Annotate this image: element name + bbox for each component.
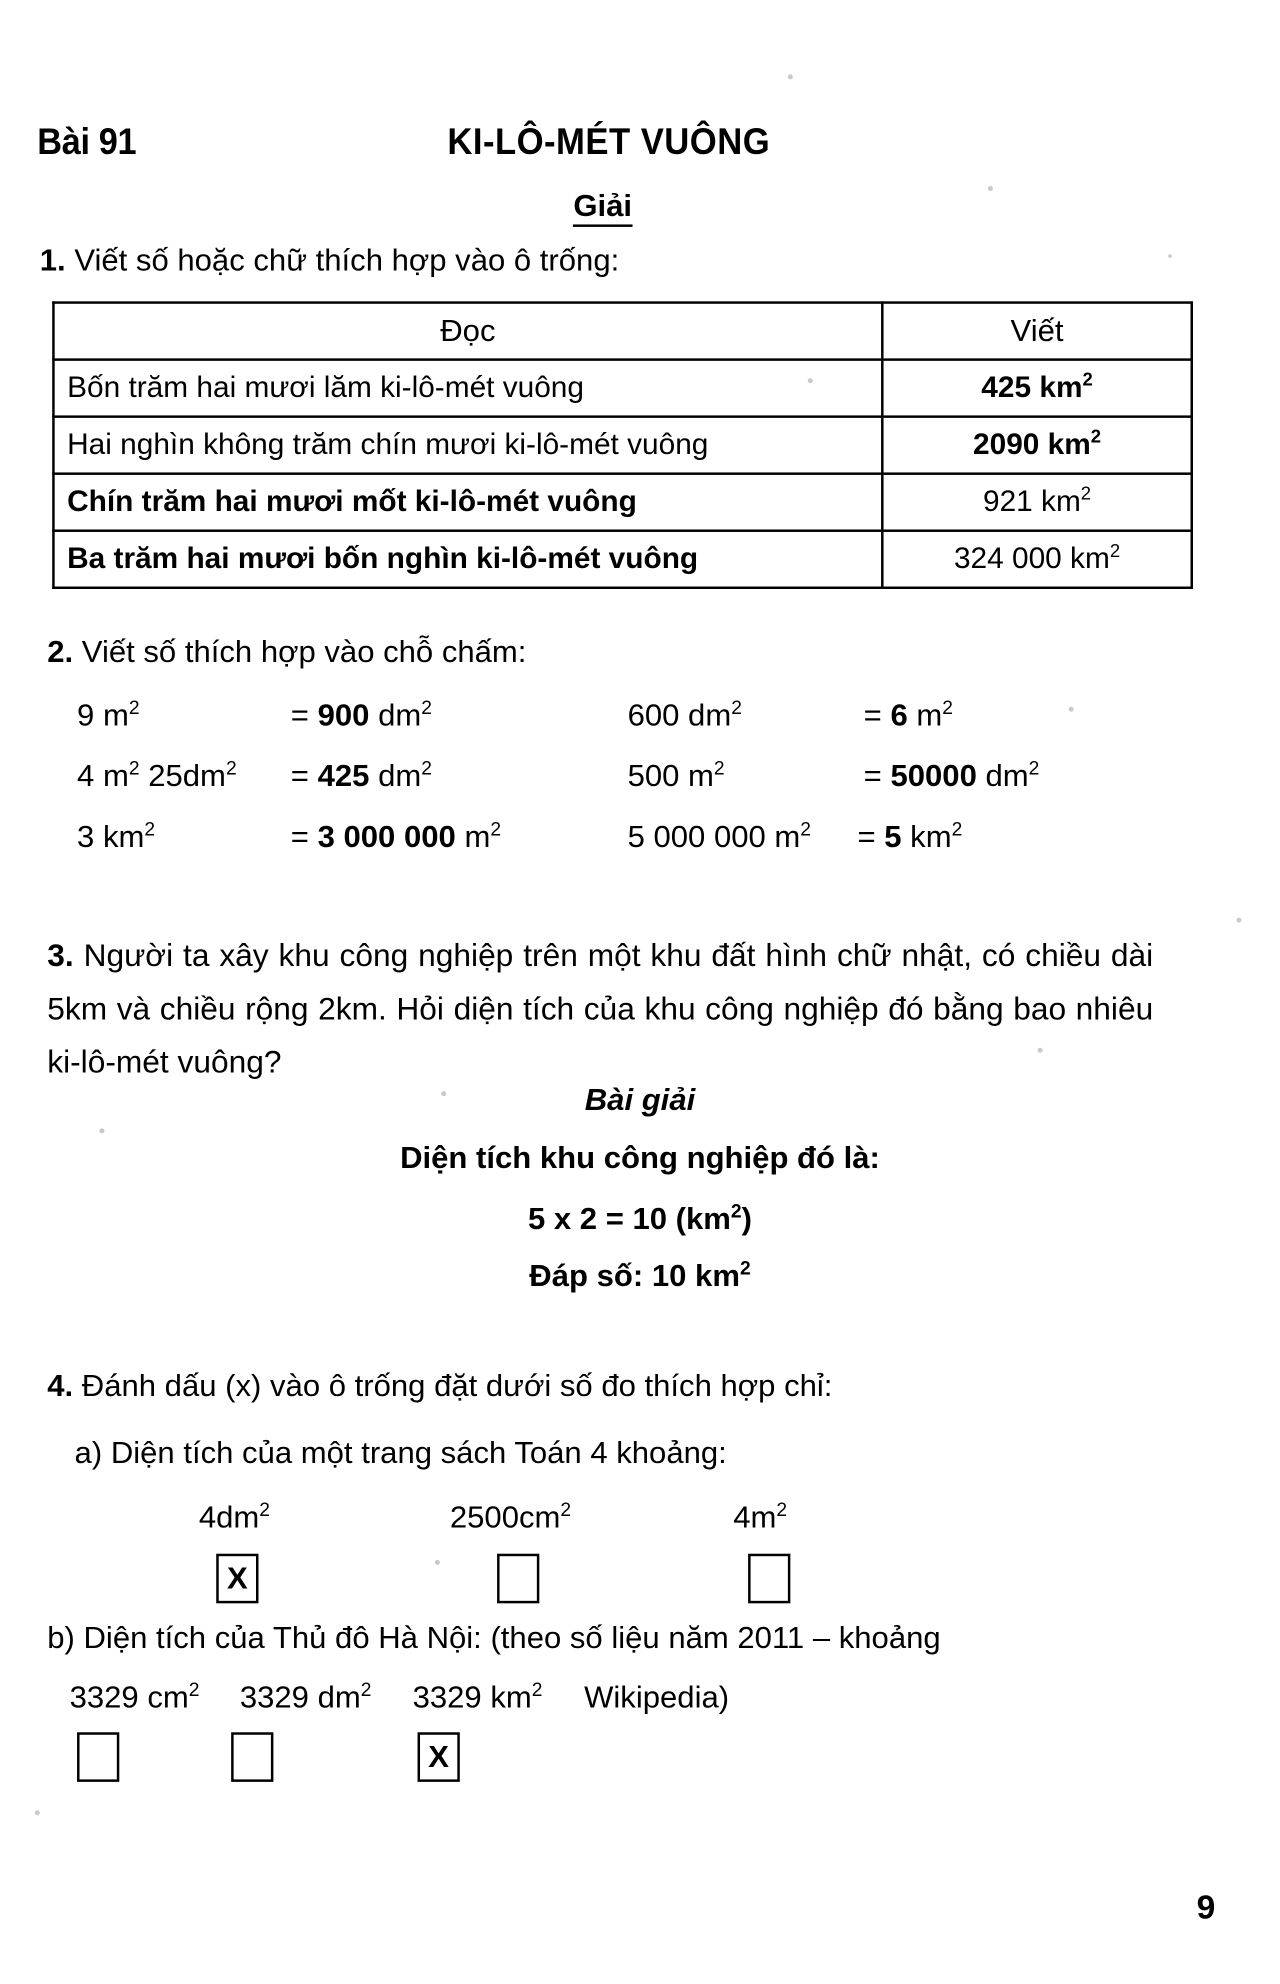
rhs-unit: dm xyxy=(985,758,1029,794)
page-header xyxy=(0,122,1280,174)
lhs-unit: m xyxy=(688,758,714,794)
lhs-exponent: 2 xyxy=(144,819,156,841)
rhs-number: 3 000 000 xyxy=(317,819,456,855)
option-number: 3329 xyxy=(69,1680,139,1715)
scan-speck xyxy=(1236,918,1241,923)
conversion-right-1-lhs xyxy=(628,698,742,734)
write-cell xyxy=(882,417,1191,474)
equals-sign: = xyxy=(290,758,309,794)
lhs-exponent: 2 xyxy=(713,758,725,780)
rhs-unit: dm xyxy=(378,758,422,794)
option-label-b-2 xyxy=(240,1680,372,1716)
lhs-unit: m xyxy=(102,698,129,733)
option-exponent: 2 xyxy=(188,1679,200,1701)
exercise4-prompt-text: Đánh dấu (x) vào ô trống đặt dưới số đo thích hợp chỉ: xyxy=(81,1368,833,1404)
option-exponent: 2 xyxy=(259,1499,270,1522)
rhs-exponent: 2 xyxy=(942,697,953,719)
exercise1-number: 1. xyxy=(39,243,66,278)
rhs-number: 6 xyxy=(890,698,908,733)
conversion-right-3-rhs xyxy=(857,820,962,856)
table-row xyxy=(53,531,1191,588)
option-unit: cm xyxy=(147,1680,189,1715)
rhs-exponent: 2 xyxy=(421,758,432,780)
rhs-number: 5 xyxy=(884,819,902,855)
exercise2-prompt-text: Viết số thích hợp vào chỗ chấm: xyxy=(81,634,527,670)
scan-speck xyxy=(99,1128,104,1133)
checkbox-b-2[interactable] xyxy=(231,1732,273,1782)
write-value: 324 000 xyxy=(953,541,1062,576)
lesson-title: KI-LÔ-MÉT VUÔNG xyxy=(447,121,771,163)
rhs-unit: m xyxy=(916,698,943,733)
lhs-number: 600 xyxy=(627,698,680,733)
write-exponent: 2 xyxy=(1080,484,1092,505)
read-cell: Chín trăm hai mươi mốt ki-lô-mét vuông xyxy=(53,474,882,531)
rhs-exponent: 2 xyxy=(1028,758,1040,780)
conversion-left-1-lhs xyxy=(77,698,140,734)
exercise2-number: 2. xyxy=(47,634,74,670)
rhs-exponent: 2 xyxy=(951,819,963,841)
equals-sign: = xyxy=(863,698,882,733)
option-unit: km xyxy=(490,1680,532,1715)
exercise3-solution-line: Diện tích khu công nghiệp đó là: xyxy=(400,1140,880,1176)
rhs-number: 50000 xyxy=(890,758,977,794)
checkbox-a-3[interactable] xyxy=(748,1554,790,1604)
exercise3-solution-heading: Bài giải xyxy=(584,1082,696,1118)
equals-sign: = xyxy=(290,698,309,733)
write-unit: km xyxy=(1039,370,1083,405)
option-unit: dm xyxy=(317,1680,361,1715)
table-row xyxy=(53,360,1191,417)
equals-sign: = xyxy=(857,819,876,855)
exercise2-prompt xyxy=(47,635,526,671)
lhs-number: 9 xyxy=(77,698,95,733)
exercise4-number: 4. xyxy=(47,1368,74,1404)
lhs-extra: 25dm xyxy=(148,758,226,794)
conversion-left-3-lhs xyxy=(77,820,155,856)
exercise3-number: 3. xyxy=(47,938,74,974)
table-header-row xyxy=(53,303,1191,360)
answer-prefix: Đáp số: 10 km xyxy=(529,1258,740,1294)
conversion-right-1-rhs xyxy=(864,698,953,734)
read-cell: Bốn trăm hai mươi lăm ki-lô-mét vuông xyxy=(53,360,882,417)
lesson-number: Bài 91 xyxy=(37,121,137,163)
scan-speck xyxy=(788,74,793,79)
scan-speck xyxy=(1069,707,1074,712)
equation-suffix: ) xyxy=(741,1201,752,1237)
exercise4-part-a-label: a) Diện tích của một trang sách Toán 4 khoảng: xyxy=(74,1435,727,1471)
rhs-number: 425 xyxy=(317,758,370,794)
table-row xyxy=(53,417,1191,474)
write-unit: km xyxy=(1047,427,1091,462)
lhs-unit: km xyxy=(102,819,145,855)
exercise3-answer xyxy=(0,1259,1280,1295)
option-number: 2500cm xyxy=(449,1500,561,1536)
lhs-exponent: 2 xyxy=(800,819,812,841)
write-value: 425 xyxy=(981,370,1032,405)
conversion-right-2-rhs xyxy=(864,759,1040,795)
option-number: 4m xyxy=(733,1500,777,1536)
scan-speck xyxy=(435,1560,440,1565)
conversion-left-2-rhs xyxy=(291,759,432,795)
column-header-viet: Viết xyxy=(882,303,1191,360)
rhs-unit: km xyxy=(910,819,952,855)
source-note: Wikipedia) xyxy=(584,1680,730,1715)
conversion-left-3-rhs xyxy=(291,820,501,856)
rhs-exponent: 2 xyxy=(490,819,502,841)
lhs-unit: m xyxy=(774,819,801,855)
equals-sign: = xyxy=(290,819,309,855)
exercise4-prompt xyxy=(47,1369,832,1405)
lhs-number: 500 xyxy=(627,758,680,794)
exercise1-prompt xyxy=(40,243,619,279)
lhs-unit: m xyxy=(102,758,129,794)
option-label-b-3 xyxy=(413,1680,543,1716)
lhs-extra-exponent: 2 xyxy=(225,758,237,780)
conversion-right-2-lhs xyxy=(628,759,725,795)
lhs-exponent: 2 xyxy=(731,697,742,719)
option-exponent: 2 xyxy=(776,1499,788,1522)
answer-exponent: 2 xyxy=(739,1258,751,1280)
exercise1-prompt-text: Viết số hoặc chữ thích hợp vào ô trống: xyxy=(74,243,620,278)
equation-exponent: 2 xyxy=(730,1201,742,1223)
solution-heading-text: Giải xyxy=(573,188,632,226)
write-cell xyxy=(882,474,1191,531)
exercise1-table xyxy=(52,301,1193,589)
lhs-number: 4 xyxy=(77,758,95,794)
read-cell: Hai nghìn không trăm chín mươi ki-lô-mét vuông xyxy=(53,417,882,474)
write-cell xyxy=(882,531,1191,588)
write-unit: km xyxy=(1041,484,1081,519)
write-cell xyxy=(882,360,1191,417)
scan-speck xyxy=(35,1810,40,1815)
rhs-unit: m xyxy=(464,819,491,855)
write-exponent: 2 xyxy=(1109,541,1121,562)
checkbox-b-1[interactable] xyxy=(77,1732,119,1782)
lhs-exponent: 2 xyxy=(128,697,140,719)
option-label-a-2 xyxy=(450,1500,571,1536)
table-row xyxy=(53,474,1191,531)
rhs-unit: dm xyxy=(378,698,422,733)
lhs-unit: dm xyxy=(688,698,732,733)
conversion-left-2-lhs xyxy=(77,759,237,795)
page-number: 9 xyxy=(1196,1888,1216,1926)
option-number: 3329 xyxy=(239,1680,309,1715)
option-exponent: 2 xyxy=(560,1499,572,1522)
write-value: 921 xyxy=(982,484,1033,519)
equation-prefix: 5 x 2 = 10 (km xyxy=(527,1201,731,1237)
option-exponent: 2 xyxy=(360,1679,372,1701)
checkbox-a-1[interactable]: X xyxy=(216,1554,258,1604)
write-exponent: 2 xyxy=(1090,427,1102,448)
column-header-doc: Đọc xyxy=(53,303,882,360)
option-exponent: 2 xyxy=(531,1679,543,1701)
conversion-left-1-rhs xyxy=(291,698,432,734)
option-label-a-3 xyxy=(733,1500,787,1536)
write-value: 2090 xyxy=(973,427,1040,462)
rhs-number: 900 xyxy=(317,698,370,733)
lhs-exponent: 2 xyxy=(128,758,140,780)
exercise3-equation xyxy=(0,1202,1280,1238)
lhs-number: 3 xyxy=(77,819,95,855)
option-number: 4dm xyxy=(198,1500,260,1536)
solution-heading xyxy=(0,188,1280,224)
write-unit: km xyxy=(1070,541,1110,576)
conversion-right-3-lhs xyxy=(628,820,811,856)
exercise4-part-b-label: b) Diện tích của Thủ đô Hà Nội: (theo số liệu năm 2011 – khoảng xyxy=(47,1620,941,1656)
scan-speck xyxy=(1168,254,1172,258)
exercise3-prompt-text: Người ta xây khu công nghiệp trên một khu đất hình chữ nhật, có chiều dài 5km và chiều rộng 2km. Hỏi diện tích của khu công nghiệp đó bằng bao nhiêu ki-lô-mét vuông? xyxy=(47,938,1154,1081)
checkbox-a-2[interactable] xyxy=(497,1554,539,1604)
exercise3-prompt xyxy=(47,930,1153,1090)
option-number: 3329 xyxy=(412,1680,482,1715)
write-exponent: 2 xyxy=(1082,370,1093,391)
option-label-b-1 xyxy=(70,1680,200,1716)
checkbox-b-3[interactable]: X xyxy=(418,1732,460,1782)
option-label-a-1 xyxy=(199,1500,270,1536)
read-cell: Ba trăm hai mươi bốn nghìn ki-lô-mét vuông xyxy=(53,531,882,588)
lhs-number: 5 000 000 xyxy=(627,819,766,855)
equals-sign: = xyxy=(863,758,882,794)
rhs-exponent: 2 xyxy=(421,697,432,719)
